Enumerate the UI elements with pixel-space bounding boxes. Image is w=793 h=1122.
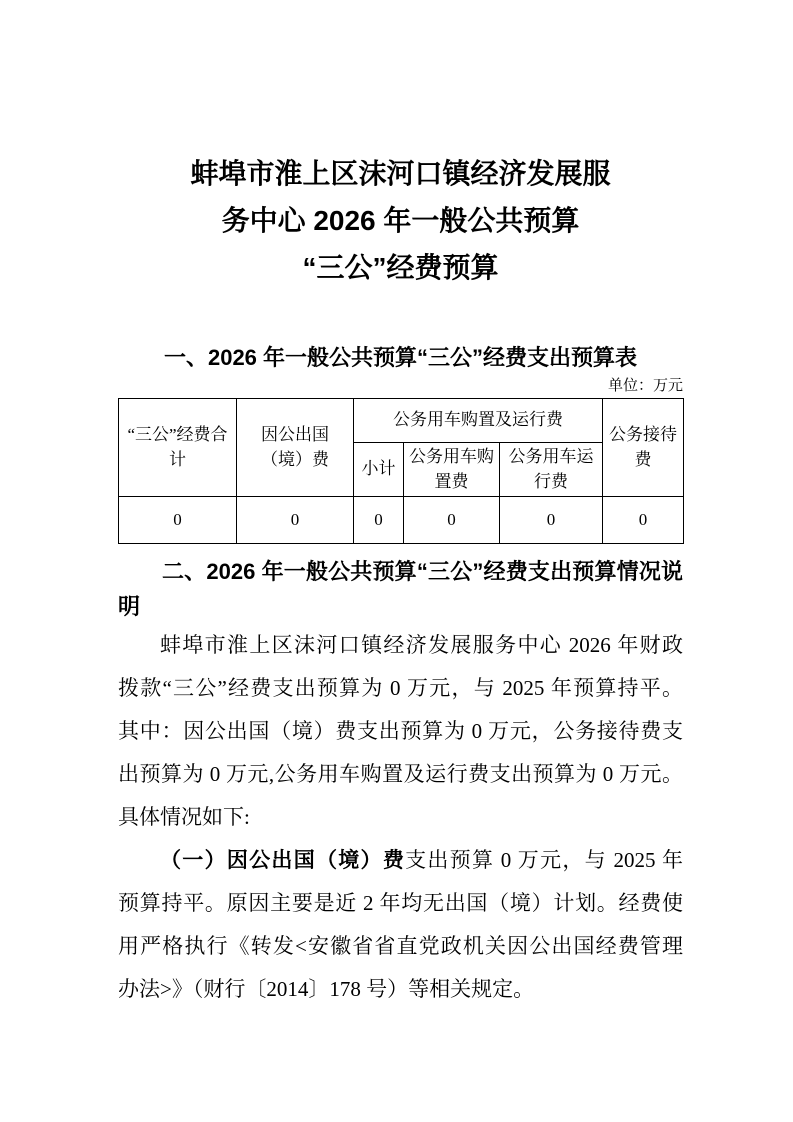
header-cell-vehicle-operation: 公务用车运行费 [500,443,603,497]
paragraph1-line-5: 具体情况如下: [118,805,250,830]
paragraph2-line-3: 用严格执行《转发<安徽省省直党政机关因公出国经费管理 [118,934,683,959]
header-cell-vehicle-group: 公务用车购置及运行费 [354,399,603,443]
header-cell-total: “三公”经费合计 [119,399,237,497]
document-title-line-3: “三公”经费预算 [302,252,499,283]
value-cell-vehicle-purchase: 0 [404,497,500,544]
value-cell-total: 0 [119,497,237,544]
paragraph2-line-4: 办法>》（财行〔2014〕178 号）等相关规定。 [118,977,535,1002]
paragraph2-bold-run: （一）因公出国（境）费 [160,848,406,873]
unit-note: 单位：万元 [607,378,683,394]
header-cell-vehicle-purchase: 公务用车购置费 [404,443,500,497]
section2-heading-line-1: 二、2026 年一般公共预算“三公”经费支出预算情况说 [162,559,683,585]
value-cell-abroad: 0 [237,497,354,544]
document-content [118,0,683,1011]
paragraph1-line-4: 出预算为 0 万元,公务用车购置及运行费支出预算为 0 万元。 [118,762,683,787]
section2-heading [118,554,683,624]
header-cell-reception: 公务接待费 [603,399,684,497]
table-header-row-1 [119,399,684,443]
paragraph1-line-2: 拨款“三公”经费支出预算为 0 万元，与 2025 年预算持平。 [118,676,683,701]
paragraph1-line-3: 其中：因公出国（境）费支出预算为 0 万元，公务接待费支 [118,719,683,744]
paragraph1-line-1: 蚌埠市淮上区沫河口镇经济发展服务中心 2026 年财政 [160,633,683,658]
document-title [118,0,683,291]
section1-heading: 一、2026 年一般公共预算“三公”经费支出预算表 [163,345,638,370]
document-title-line-2: 务中心 2026 年一般公共预算 [221,205,580,236]
value-cell-vehicle-subtotal: 0 [354,497,404,544]
header-cell-abroad: 因公出国（境）费 [237,399,354,497]
header-cell-vehicle-subtotal: 小计 [354,443,404,497]
table-value-row [119,497,684,544]
body-text [118,624,683,1011]
paragraph2-line-1-rest: 支出预算 0 万元，与 2025 年 [405,848,683,873]
paragraph2-line-1 [118,839,683,882]
three-public-expense-table [118,398,684,544]
value-cell-reception: 0 [603,497,684,544]
paragraph2-line-2: 预算持平。原因主要是近 2 年均无出国（境）计划。经费使 [118,891,683,916]
value-cell-vehicle-operation: 0 [500,497,603,544]
section2-heading-line-2: 明 [118,594,141,620]
document-title-line-1: 蚌埠市淮上区沫河口镇经济发展服 [190,158,611,189]
